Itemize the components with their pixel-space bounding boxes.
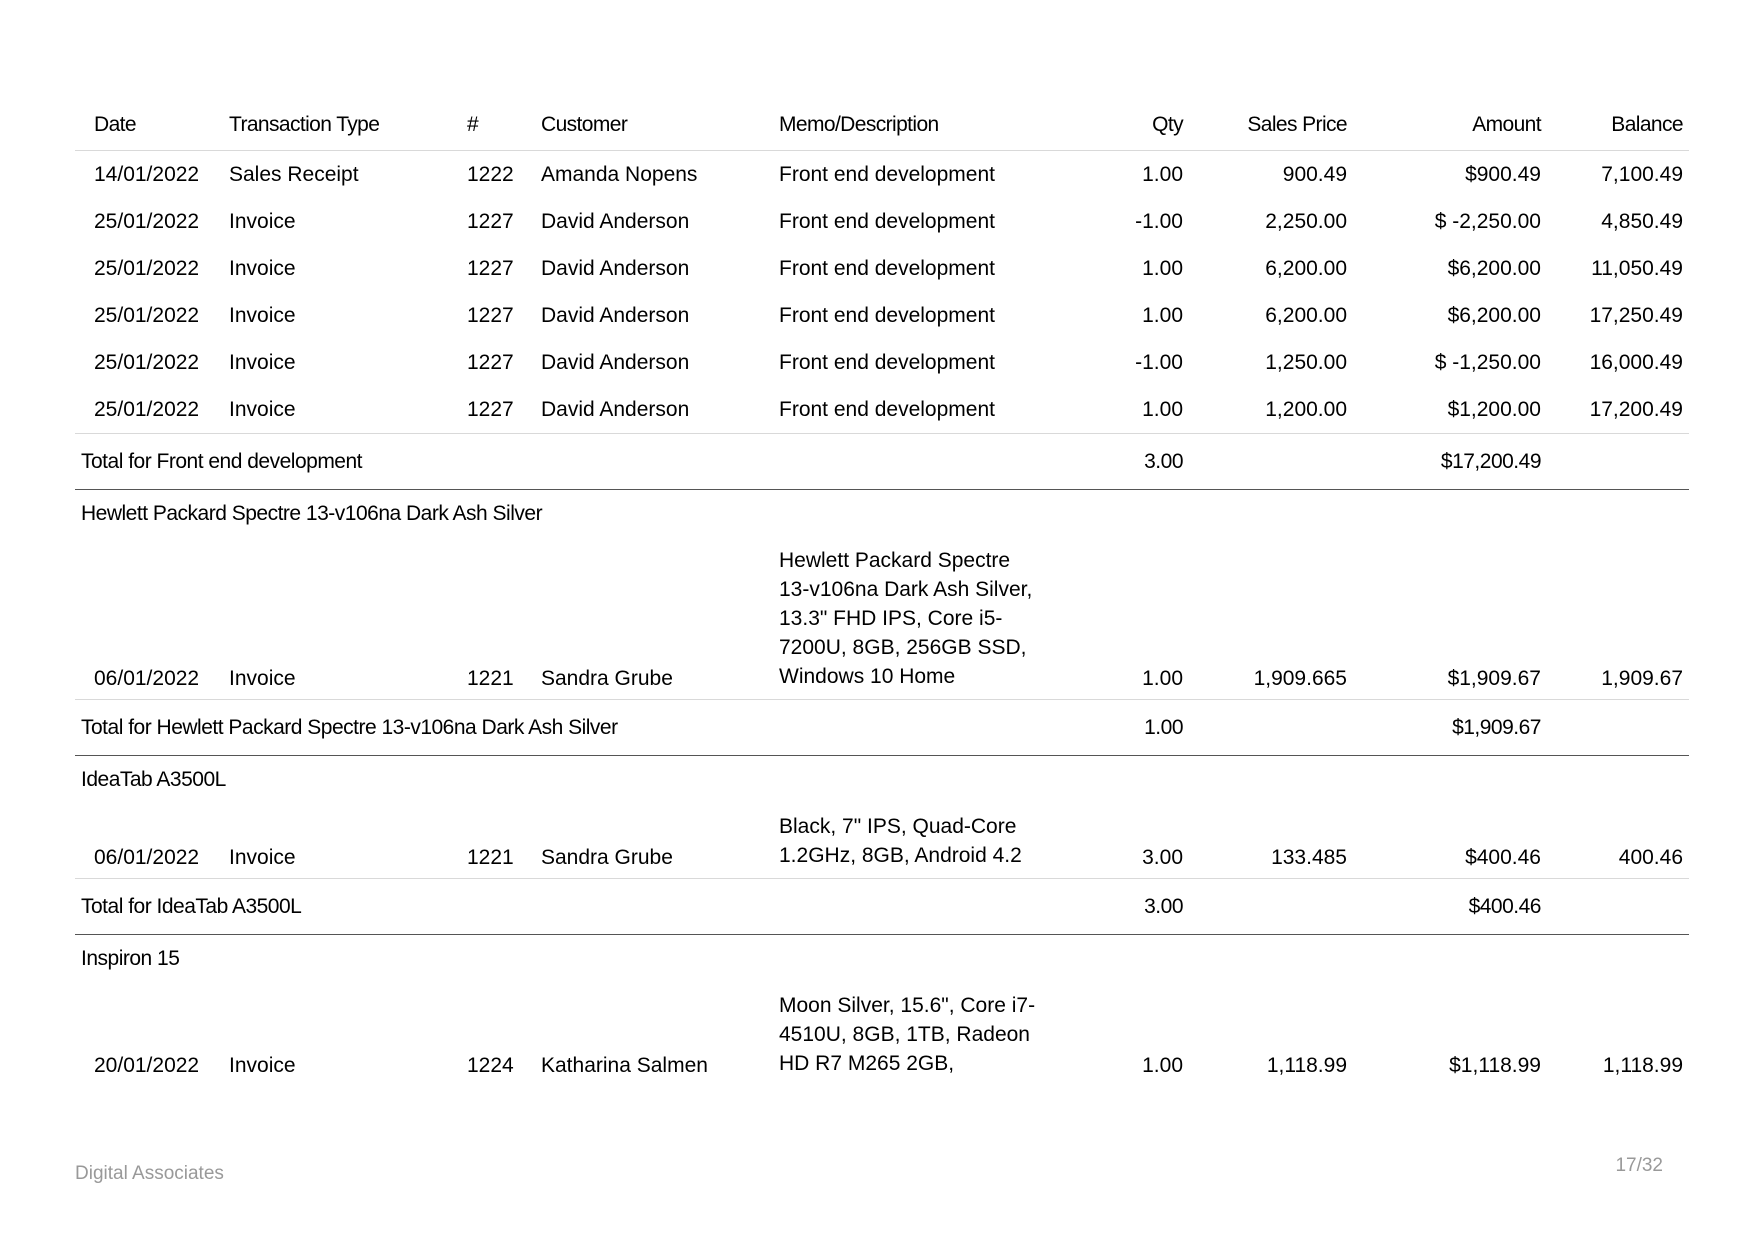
cell-qty: 3.00: [1049, 804, 1189, 879]
total-row: [75, 700, 1689, 756]
cell-date: 25/01/2022: [94, 303, 200, 327]
cell-qty: -1.00: [1135, 209, 1183, 233]
cell-price: 1,250.00: [1265, 350, 1347, 374]
col-type: Transaction Type: [229, 113, 380, 136]
cell-memo: Front end development: [779, 162, 995, 186]
cell-type: Invoice: [223, 804, 461, 879]
cell-customer: Katharina Salmen: [541, 1054, 708, 1077]
group-title: Hewlett Packard Spectre 13-v106na Dark Ash Silver: [81, 502, 543, 525]
cell-qty: 1.00: [1142, 256, 1183, 280]
table-row: [75, 245, 1689, 292]
group-header: [75, 756, 1689, 805]
cell-customer: David Anderson: [541, 256, 690, 280]
cell-amount: $1,200.00: [1353, 386, 1547, 434]
cell-price: 133.485: [1189, 804, 1353, 879]
col-balance: Balance: [1611, 113, 1683, 136]
col-date: Date: [94, 113, 136, 136]
table-row: [75, 804, 1689, 879]
group-title: Inspiron 15: [81, 947, 180, 970]
cell-balance: 1,909.67: [1547, 538, 1689, 700]
table-row: [75, 198, 1689, 245]
cell-amount: $400.46: [1353, 804, 1547, 879]
cell-num: 1222: [467, 162, 514, 186]
cell-memo: Front end development: [779, 303, 995, 327]
total-row: [75, 879, 1689, 935]
group-header: [75, 935, 1689, 984]
cell-date: 20/01/2022: [94, 1054, 200, 1077]
cell-date: 25/01/2022: [94, 350, 200, 374]
cell-num: 1227: [467, 350, 514, 374]
total-amount: $17,200.49: [1440, 449, 1541, 473]
cell-memo: Front end development: [779, 256, 995, 280]
table-row: [75, 538, 1689, 700]
cell-balance: 400.46: [1547, 804, 1689, 879]
cell-num: 1221: [461, 804, 535, 879]
col-amount: Amount: [1472, 113, 1541, 136]
cell-customer: Sandra Grube: [535, 804, 773, 879]
cell-price: 900.49: [1282, 162, 1347, 186]
table-row: [75, 292, 1689, 339]
table-row: [75, 386, 1689, 434]
cell-price: 6,200.00: [1265, 303, 1347, 327]
table-row: [75, 983, 1689, 1086]
sales-table: [75, 100, 1689, 1086]
total-qty: 1.00: [1144, 715, 1183, 739]
cell-qty: 1.00: [1049, 386, 1189, 434]
cell-price: 1,909.665: [1189, 538, 1353, 700]
col-qty: Qty: [1152, 113, 1183, 136]
cell-amount: $1,118.99: [1449, 1054, 1541, 1077]
cell-price: 2,250.00: [1265, 209, 1347, 233]
cell-type: Invoice: [223, 538, 461, 700]
cell-customer: David Anderson: [541, 209, 690, 233]
cell-amount: $1,909.67: [1353, 538, 1547, 700]
cell-memo: Moon Silver, 15.6", Core i7-4510U, 8GB, 1TB, Radeon HD R7 M265 2GB,: [779, 994, 1036, 1075]
cell-price: 6,200.00: [1265, 256, 1347, 280]
cell-customer: Sandra Grube: [535, 538, 773, 700]
cell-balance: 4,850.49: [1601, 209, 1683, 233]
cell-num: 1227: [467, 209, 514, 233]
sales-report: [75, 100, 1689, 1086]
cell-amount: $900.49: [1465, 162, 1541, 186]
cell-qty: 1.00: [1142, 162, 1183, 186]
table-row: [75, 151, 1689, 199]
cell-price: 1,200.00: [1189, 386, 1353, 434]
cell-type: Invoice: [229, 1054, 296, 1077]
cell-date: 06/01/2022: [75, 804, 223, 879]
cell-type: Invoice: [223, 386, 461, 434]
cell-type: Invoice: [229, 303, 296, 327]
cell-num: 1227: [467, 256, 514, 280]
col-num: #: [467, 113, 479, 136]
cell-balance: 17,250.49: [1589, 303, 1683, 327]
total-amount: $1,909.67: [1452, 715, 1541, 739]
cell-balance: 7,100.49: [1601, 162, 1683, 186]
cell-type: Sales Receipt: [229, 162, 359, 186]
cell-qty: 1.00: [1049, 538, 1189, 700]
total-qty: 3.00: [1144, 449, 1183, 473]
cell-memo: Black, 7" IPS, Quad-Core 1.2GHz, 8GB, Android 4.2: [773, 804, 1049, 879]
footer-company: Digital Associates: [75, 1163, 224, 1184]
cell-customer: David Anderson: [535, 386, 773, 434]
col-price: Sales Price: [1247, 113, 1347, 136]
cell-qty: -1.00: [1135, 350, 1183, 374]
cell-balance: 16,000.49: [1589, 350, 1683, 374]
cell-balance: 17,200.49: [1547, 386, 1689, 434]
cell-date: 06/01/2022: [75, 538, 223, 700]
cell-amount: $6,200.00: [1447, 256, 1541, 280]
header-row: [75, 100, 1689, 151]
page-number: 17/32: [1615, 1155, 1663, 1176]
cell-type: Invoice: [229, 256, 296, 280]
cell-qty: 1.00: [1142, 1054, 1183, 1077]
group-header: [75, 490, 1689, 539]
cell-memo: Front end development: [773, 386, 1049, 434]
cell-num: 1221: [461, 538, 535, 700]
col-customer: Customer: [541, 113, 628, 136]
total-label: Total for Hewlett Packard Spectre 13-v106na Dark Ash Silver: [81, 715, 618, 739]
cell-type: Invoice: [229, 350, 296, 374]
cell-price: 1,118.99: [1266, 1054, 1347, 1077]
cell-type: Invoice: [229, 209, 296, 233]
table-row: [75, 339, 1689, 386]
cell-balance: 11,050.49: [1591, 256, 1683, 280]
cell-memo: Front end development: [779, 350, 995, 374]
cell-customer: Amanda Nopens: [541, 162, 698, 186]
cell-amount: $6,200.00: [1447, 303, 1541, 327]
total-row: [75, 434, 1689, 490]
cell-qty: 1.00: [1142, 303, 1183, 327]
cell-memo: Front end development: [779, 209, 995, 233]
col-memo: Memo/Description: [779, 113, 939, 136]
cell-customer: David Anderson: [541, 350, 690, 374]
cell-memo: Hewlett Packard Spectre 13-v106na Dark Ash Silver, 13.3" FHD IPS, Core i5-7200U, 8GB, 256GB SSD, Windows 10 Home: [773, 538, 1049, 700]
cell-date: 25/01/2022: [94, 209, 200, 233]
total-qty: 3.00: [1144, 894, 1183, 918]
cell-customer: David Anderson: [541, 303, 690, 327]
total-amount: $400.46: [1468, 894, 1541, 918]
cell-amount: $ -2,250.00: [1434, 209, 1541, 233]
cell-balance: 1,118.99: [1602, 1054, 1683, 1077]
total-label: Total for Front end development: [81, 449, 363, 473]
cell-num: 1227: [467, 303, 514, 327]
cell-num: 1227: [461, 386, 535, 434]
cell-amount: $ -1,250.00: [1434, 350, 1541, 374]
cell-num: 1224: [467, 1054, 514, 1077]
cell-date: 14/01/2022: [94, 162, 200, 186]
cell-date: 25/01/2022: [94, 256, 200, 280]
total-label: Total for IdeaTab A3500L: [81, 894, 302, 918]
group-title: IdeaTab A3500L: [81, 768, 226, 791]
cell-date: 25/01/2022: [75, 386, 223, 434]
